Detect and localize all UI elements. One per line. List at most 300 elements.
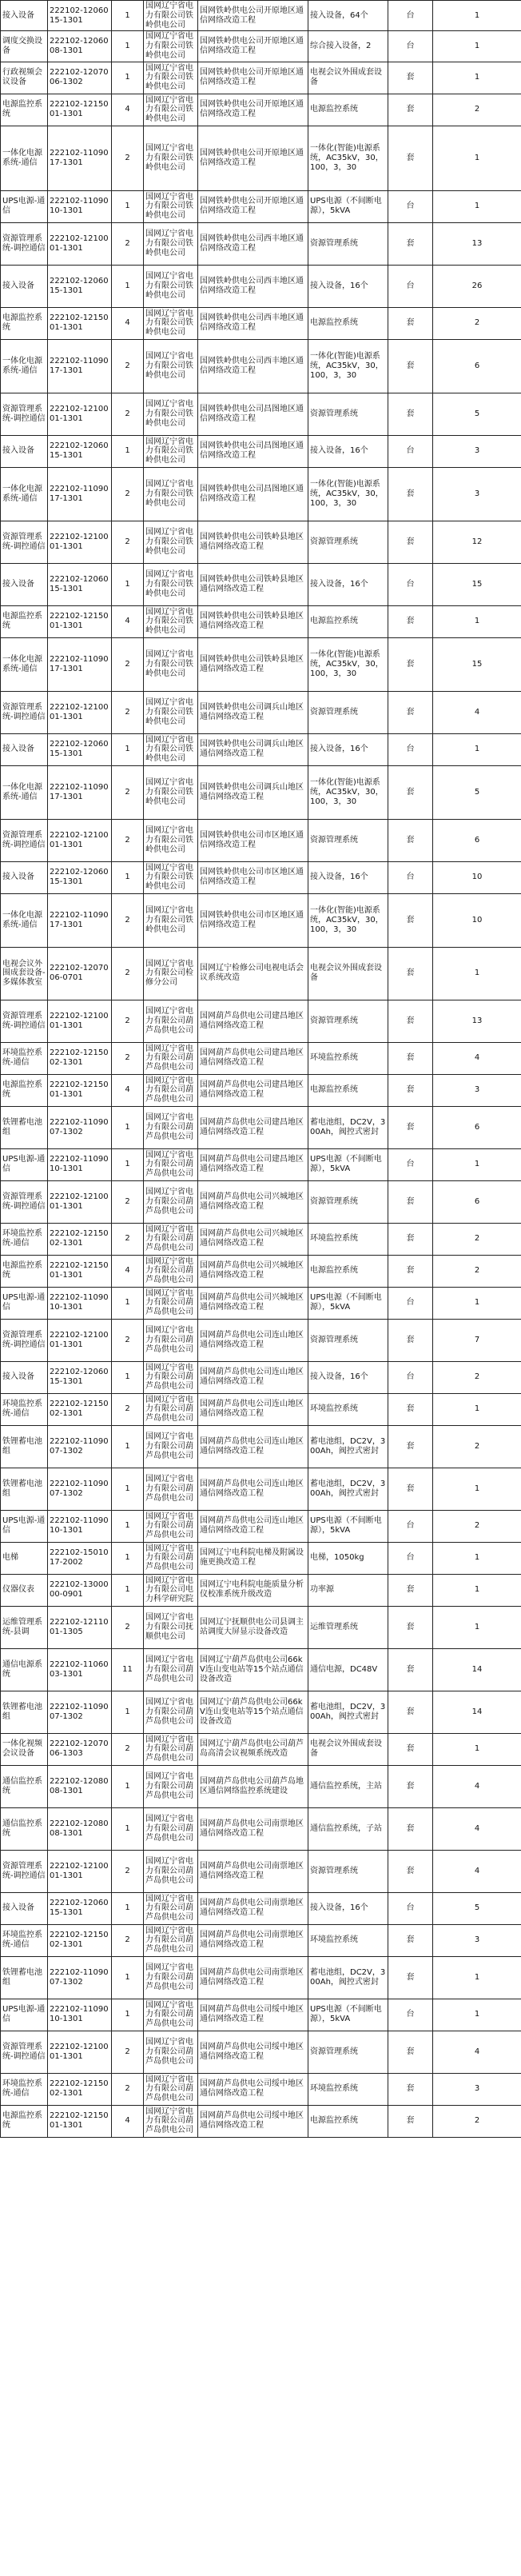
count-cell: 10 <box>433 893 521 947</box>
company-cell: 国网辽宁省电力有限公司铁岭供电公司 <box>144 819 198 861</box>
project-cell: 国网铁岭供电公司调兵山地区通信网络改造工程 <box>198 765 308 819</box>
unit-cell: 台 <box>388 1287 433 1319</box>
project-cell: 国网铁岭供电公司西丰地区通信网络改造工程 <box>198 307 308 339</box>
unit-cell: 套 <box>388 1733 433 1765</box>
spec-cell: 综合接入设备，2 <box>308 31 388 62</box>
table-row <box>1 265 521 307</box>
company-cell: 国网辽宁省电力有限公司葫芦岛供电公司 <box>144 1807 198 1850</box>
device-name-cell: UPS电源-通信 <box>1 1510 48 1542</box>
material-code-cell: 222102-1109017-1301 <box>48 765 112 819</box>
table-row <box>1 733 521 765</box>
unit-cell: 套 <box>388 2031 433 2073</box>
device-name-cell: 运维管理系统-县调 <box>1 1606 48 1648</box>
table-row <box>1 1733 521 1765</box>
count-cell: 14 <box>433 1648 521 1691</box>
company-cell: 国网辽宁省电力有限公司铁岭供电公司 <box>144 521 198 563</box>
count-cell: 4 <box>433 691 521 733</box>
table-row <box>1 1807 521 1850</box>
company-cell: 国网辽宁省电力有限公司葫芦岛供电公司 <box>144 1850 198 1892</box>
company-cell: 国网辽宁省电力有限公司铁岭供电公司 <box>144 691 198 733</box>
spec-cell: 电视会议外围成套设备 <box>308 947 388 1000</box>
device-name-cell: 电源监控系统 <box>1 2105 48 2137</box>
quantity-cell: 2 <box>112 1924 144 1956</box>
company-cell: 国网辽宁省电力有限公司葫芦岛供电公司 <box>144 2031 198 2073</box>
project-cell: 国网葫芦岛供电公司南票地区通信网络改造工程 <box>198 1892 308 1924</box>
project-cell: 国网辽宁电科院电梯及附属设施更换改造工程 <box>198 1542 308 1574</box>
spec-cell: UPS电源（不间断电源），5kVA <box>308 190 388 222</box>
spec-cell: 资源管理系统 <box>308 1180 388 1223</box>
project-cell: 国网葫芦岛供电公司兴城地区通信网络改造工程 <box>198 1255 308 1287</box>
unit-cell: 套 <box>388 947 433 1000</box>
quantity-cell: 4 <box>112 605 144 637</box>
spec-cell: 资源管理系统 <box>308 521 388 563</box>
project-cell: 国网葫芦岛供电公司连山地区通信网络改造工程 <box>198 1468 308 1510</box>
project-cell: 国网葫芦岛供电公司绥中地区通信网络改造工程 <box>198 1999 308 2031</box>
spec-cell: 电源监控系统 <box>308 1074 388 1106</box>
material-code-cell: 222102-1215002-1301 <box>48 1042 112 1074</box>
device-name-cell: 电梯 <box>1 1542 48 1574</box>
unit-cell: 台 <box>388 1361 433 1393</box>
spec-cell: 电源监控系统 <box>308 605 388 637</box>
table-row <box>1 126 521 190</box>
project-cell: 国网葫芦岛供电公司建昌地区通信网络改造工程 <box>198 1106 308 1148</box>
project-cell: 国网铁岭供电公司铁岭县地区通信网络改造工程 <box>198 521 308 563</box>
unit-cell: 套 <box>388 765 433 819</box>
company-cell: 国网辽宁省电力有限公司铁岭供电公司 <box>144 393 198 435</box>
table-row <box>1 1425 521 1468</box>
company-cell: 国网辽宁省电力有限公司葫芦岛供电公司 <box>144 1042 198 1074</box>
material-code-cell: 222102-1207006-1303 <box>48 1733 112 1765</box>
spec-cell: 资源管理系统 <box>308 1850 388 1892</box>
count-cell: 3 <box>433 2073 521 2105</box>
count-cell: 2 <box>433 1255 521 1287</box>
spec-cell: 资源管理系统 <box>308 1319 388 1361</box>
count-cell: 2 <box>433 2105 521 2137</box>
quantity-cell: 1 <box>112 1892 144 1924</box>
unit-cell: 套 <box>388 1425 433 1468</box>
quantity-cell: 2 <box>112 1393 144 1425</box>
quantity-cell: 2 <box>112 947 144 1000</box>
material-code-cell: 222102-1210001-1301 <box>48 1850 112 1892</box>
quantity-cell: 1 <box>112 1106 144 1148</box>
spec-cell: 一体化(智能)电源系统，AC35kV，30，100，3，30 <box>308 339 388 393</box>
device-name-cell: 资源管理系统-调控通信 <box>1 222 48 265</box>
count-cell: 4 <box>433 1042 521 1074</box>
spec-cell: 环境监控系统 <box>308 1924 388 1956</box>
company-cell: 国网辽宁省电力有限公司铁岭供电公司 <box>144 190 198 222</box>
table-row <box>1 1691 521 1733</box>
device-name-cell: 铁锂蓄电池组 <box>1 1468 48 1510</box>
count-cell: 4 <box>433 1765 521 1807</box>
project-cell: 国网铁岭供电公司铁岭县地区通信网络改造工程 <box>198 637 308 691</box>
spec-cell: 接入设备，16个 <box>308 861 388 893</box>
spec-cell: 一体化(智能)电源系统，AC35kV，30，100，3，30 <box>308 765 388 819</box>
material-code-cell: 222102-1215001-1301 <box>48 94 112 126</box>
spec-cell: 电源监控系统 <box>308 2105 388 2137</box>
table-row <box>1 605 521 637</box>
material-code-cell: 222102-1109017-1301 <box>48 467 112 521</box>
project-cell: 国网辽宁葫芦岛供电公司66kV连山变电站等15个站点通信设备改造 <box>198 1648 308 1691</box>
quantity-cell: 1 <box>112 265 144 307</box>
count-cell: 26 <box>433 265 521 307</box>
device-name-cell: 环境监控系统-通信 <box>1 1042 48 1074</box>
count-cell: 13 <box>433 1000 521 1042</box>
table-row <box>1 307 521 339</box>
count-cell: 1 <box>433 605 521 637</box>
device-name-cell: 行政视频会议设备 <box>1 62 48 94</box>
project-cell: 国网葫芦岛供电公司连山地区通信网络改造工程 <box>198 1425 308 1468</box>
company-cell: 国网辽宁省电力有限公司铁岭供电公司 <box>144 605 198 637</box>
table-row <box>1 1255 521 1287</box>
unit-cell: 套 <box>388 1223 433 1255</box>
company-cell: 国网辽宁省电力有限公司检修分公司 <box>144 947 198 1000</box>
material-code-cell: 222102-1109010-1301 <box>48 1999 112 2031</box>
project-cell: 国网葫芦岛供电公司南票地区通信网络改造工程 <box>198 1924 308 1956</box>
quantity-cell: 2 <box>112 819 144 861</box>
count-cell: 12 <box>433 521 521 563</box>
spec-cell: 蓄电池组，DC2V，300Ah，阀控式密封 <box>308 1468 388 1510</box>
material-code-cell: 222102-1206015-1301 <box>48 1361 112 1393</box>
company-cell: 国网辽宁省电力有限公司铁岭供电公司 <box>144 126 198 190</box>
device-name-cell: 一体化电源系统-通信 <box>1 126 48 190</box>
table-row <box>1 2031 521 2073</box>
spec-cell: 电源监控系统 <box>308 1255 388 1287</box>
material-code-cell: 222102-1109007-1302 <box>48 1691 112 1733</box>
project-cell: 国网辽宁葫芦岛供电公司葫芦岛高清会议视频系统改造 <box>198 1733 308 1765</box>
quantity-cell: 2 <box>112 637 144 691</box>
table-row <box>1 637 521 691</box>
unit-cell: 台 <box>388 1999 433 2031</box>
table-row <box>1 521 521 563</box>
material-code-cell: 222102-1215001-1301 <box>48 2105 112 2137</box>
device-name-cell: 资源管理系统-调控通信 <box>1 2031 48 2073</box>
quantity-cell: 4 <box>112 94 144 126</box>
company-cell: 国网辽宁省电力有限公司铁岭供电公司 <box>144 563 198 605</box>
table-row <box>1 393 521 435</box>
company-cell: 国网辽宁省电力有限公司铁岭供电公司 <box>144 435 198 467</box>
company-cell: 国网辽宁省电力有限公司葫芦岛供电公司 <box>144 1255 198 1287</box>
device-name-cell: 电视会议外围成套设备-多媒体教室 <box>1 947 48 1000</box>
unit-cell: 套 <box>388 1468 433 1510</box>
material-code-cell: 222102-1206015-1301 <box>48 563 112 605</box>
count-cell: 15 <box>433 563 521 605</box>
material-code-cell: 222102-1206015-1301 <box>48 1892 112 1924</box>
quantity-cell: 2 <box>112 467 144 521</box>
table-row <box>1 1850 521 1892</box>
company-cell: 国网辽宁省电力有限公司葫芦岛供电公司 <box>144 2105 198 2137</box>
count-cell: 2 <box>433 1361 521 1393</box>
project-cell: 国网葫芦岛供电公司连山地区通信网络改造工程 <box>198 1319 308 1361</box>
device-name-cell: 一体化电源系统-通信 <box>1 893 48 947</box>
table-row <box>1 1042 521 1074</box>
count-cell: 3 <box>433 1924 521 1956</box>
count-cell: 4 <box>433 2031 521 2073</box>
material-code-cell: 222102-1109017-1301 <box>48 339 112 393</box>
material-code-cell: 222102-1208008-1301 <box>48 1807 112 1850</box>
unit-cell: 套 <box>388 1924 433 1956</box>
quantity-cell: 1 <box>112 1510 144 1542</box>
material-code-cell: 222102-1210001-1301 <box>48 393 112 435</box>
material-code-cell: 222102-1109007-1302 <box>48 1425 112 1468</box>
project-cell: 国网辽宁葫芦岛供电公司66kV连山变电站等15个站点通信设备改造 <box>198 1691 308 1733</box>
company-cell: 国网辽宁省电力有限公司葫芦岛供电公司 <box>144 1468 198 1510</box>
company-cell: 国网辽宁省电力有限公司铁岭供电公司 <box>144 637 198 691</box>
material-code-cell: 222102-1109010-1301 <box>48 1510 112 1542</box>
count-cell: 7 <box>433 1319 521 1361</box>
material-code-cell: 222102-1206015-1301 <box>48 733 112 765</box>
device-name-cell: 接入设备 <box>1 1 48 31</box>
quantity-cell: 2 <box>112 1042 144 1074</box>
count-cell: 1 <box>433 1 521 31</box>
quantity-cell: 1 <box>112 1425 144 1468</box>
table-row <box>1 1106 521 1148</box>
material-code-cell: 222102-1208008-1301 <box>48 1765 112 1807</box>
project-cell: 国网葫芦岛供电公司兴城地区通信网络改造工程 <box>198 1223 308 1255</box>
material-code-cell: 222102-1215001-1301 <box>48 1074 112 1106</box>
company-cell: 国网辽宁省电力有限公司葫芦岛供电公司 <box>144 1074 198 1106</box>
company-cell: 国网辽宁省电力有限公司葫芦岛供电公司 <box>144 1287 198 1319</box>
spec-cell: 电梯，1050kg <box>308 1542 388 1574</box>
unit-cell: 台 <box>388 1 433 31</box>
project-cell: 国网铁岭供电公司开原地区通信网络改造工程 <box>198 62 308 94</box>
company-cell: 国网辽宁省电力有限公司葫芦岛供电公司 <box>144 1956 198 1999</box>
count-cell: 1 <box>433 1733 521 1765</box>
spec-cell: UPS电源（不间断电源），5kVA <box>308 1287 388 1319</box>
project-cell: 国网葫芦岛供电公司南票地区通信网络改造工程 <box>198 1850 308 1892</box>
unit-cell: 套 <box>388 605 433 637</box>
table-row <box>1 947 521 1000</box>
unit-cell: 套 <box>388 521 433 563</box>
spec-cell: 环境监控系统 <box>308 1393 388 1425</box>
spec-cell: 接入设备，16个 <box>308 265 388 307</box>
quantity-cell: 1 <box>112 1361 144 1393</box>
spec-cell: 接入设备，16个 <box>308 733 388 765</box>
company-cell: 国网辽宁省电力有限公司铁岭供电公司 <box>144 62 198 94</box>
count-cell: 14 <box>433 1691 521 1733</box>
device-name-cell: 资源管理系统-调控通信 <box>1 691 48 733</box>
table-row <box>1 2105 521 2137</box>
table-row <box>1 1393 521 1425</box>
quantity-cell: 1 <box>112 435 144 467</box>
material-code-cell: 222102-1215001-1301 <box>48 1255 112 1287</box>
unit-cell: 套 <box>388 94 433 126</box>
company-cell: 国网辽宁省电力有限公司葫芦岛供电公司 <box>144 1106 198 1148</box>
unit-cell: 套 <box>388 1850 433 1892</box>
device-name-cell: 仪器仪表 <box>1 1574 48 1606</box>
company-cell: 国网辽宁省电力有限公司铁岭供电公司 <box>144 733 198 765</box>
device-name-cell: 接入设备 <box>1 265 48 307</box>
unit-cell: 台 <box>388 1892 433 1924</box>
spec-cell: 电视会议外围成套设备 <box>308 1733 388 1765</box>
device-name-cell: UPS电源-通信 <box>1 1287 48 1319</box>
unit-cell: 套 <box>388 1255 433 1287</box>
spec-cell: 资源管理系统 <box>308 2031 388 2073</box>
material-code-cell: 222102-1206015-1301 <box>48 435 112 467</box>
quantity-cell: 2 <box>112 893 144 947</box>
project-cell: 国网铁岭供电公司昌图地区通信网络改造工程 <box>198 467 308 521</box>
quantity-cell: 1 <box>112 1542 144 1574</box>
table-row <box>1 62 521 94</box>
material-code-cell: 222102-1215001-1301 <box>48 605 112 637</box>
unit-cell: 套 <box>388 819 433 861</box>
material-code-cell: 222102-1210001-1301 <box>48 222 112 265</box>
count-cell: 6 <box>433 1106 521 1148</box>
unit-cell: 套 <box>388 222 433 265</box>
table-row <box>1 1510 521 1542</box>
material-code-cell: 222102-1206015-1301 <box>48 265 112 307</box>
table-row <box>1 1956 521 1999</box>
material-code-cell: 222102-1109017-1301 <box>48 637 112 691</box>
table-row <box>1 1148 521 1180</box>
spec-cell: UPS电源（不间断电源），5kVA <box>308 1999 388 2031</box>
spec-cell: 通信监控系统，主站 <box>308 1765 388 1807</box>
quantity-cell: 1 <box>112 1148 144 1180</box>
count-cell: 1 <box>433 1468 521 1510</box>
quantity-cell: 1 <box>112 1574 144 1606</box>
count-cell: 15 <box>433 637 521 691</box>
device-name-cell: 铁锂蓄电池组 <box>1 1691 48 1733</box>
device-name-cell: 一体化电源系统-通信 <box>1 637 48 691</box>
project-cell: 国网葫芦岛供电公司连山地区通信网络改造工程 <box>198 1361 308 1393</box>
count-cell: 5 <box>433 765 521 819</box>
project-cell: 国网铁岭供电公司铁岭县地区通信网络改造工程 <box>198 605 308 637</box>
quantity-cell: 2 <box>112 1733 144 1765</box>
table-row <box>1 861 521 893</box>
table-row <box>1 1223 521 1255</box>
count-cell: 3 <box>433 435 521 467</box>
count-cell: 2 <box>433 1510 521 1542</box>
project-cell: 国网铁岭供电公司西丰地区通信网络改造工程 <box>198 222 308 265</box>
device-name-cell: 接入设备 <box>1 861 48 893</box>
table-row <box>1 1180 521 1223</box>
unit-cell: 套 <box>388 637 433 691</box>
table-row <box>1 1319 521 1361</box>
company-cell: 国网辽宁省电力有限公司铁岭供电公司 <box>144 307 198 339</box>
count-cell: 6 <box>433 1180 521 1223</box>
count-cell: 2 <box>433 94 521 126</box>
device-name-cell: 一体化电源系统-通信 <box>1 765 48 819</box>
spec-cell: 资源管理系统 <box>308 222 388 265</box>
unit-cell: 台 <box>388 435 433 467</box>
quantity-cell: 1 <box>112 733 144 765</box>
spec-cell: 接入设备，16个 <box>308 563 388 605</box>
device-name-cell: 一体化电源系统-通信 <box>1 467 48 521</box>
table-row <box>1 819 521 861</box>
project-cell: 国网葫芦岛供电公司绥中地区通信网络改造工程 <box>198 2105 308 2137</box>
count-cell: 1 <box>433 1393 521 1425</box>
quantity-cell: 1 <box>112 861 144 893</box>
unit-cell: 套 <box>388 1691 433 1733</box>
quantity-cell: 4 <box>112 1255 144 1287</box>
company-cell: 国网辽宁省电力有限公司葫芦岛供电公司 <box>144 1393 198 1425</box>
company-cell: 国网辽宁省电力有限公司葫芦岛供电公司 <box>144 1999 198 2031</box>
unit-cell: 套 <box>388 1574 433 1606</box>
count-cell: 5 <box>433 1892 521 1924</box>
count-cell: 3 <box>433 1074 521 1106</box>
table-row <box>1 1468 521 1510</box>
quantity-cell: 1 <box>112 1691 144 1733</box>
unit-cell: 套 <box>388 2073 433 2105</box>
material-code-cell: 222102-1109010-1301 <box>48 1148 112 1180</box>
device-name-cell: 电源监控系统 <box>1 307 48 339</box>
count-cell: 1 <box>433 1999 521 2031</box>
table-row <box>1 31 521 62</box>
company-cell: 国网辽宁省电力有限公司电力科学研究院 <box>144 1574 198 1606</box>
project-cell: 国网葫芦岛供电公司南票地区通信网络改造工程 <box>198 1807 308 1850</box>
material-code-cell: 222102-1109007-1302 <box>48 1956 112 1999</box>
project-cell: 国网铁岭供电公司西丰地区通信网络改造工程 <box>198 265 308 307</box>
device-name-cell: 资源管理系统-调控通信 <box>1 1000 48 1042</box>
count-cell: 6 <box>433 339 521 393</box>
spec-cell: 一体化(智能)电源系统，AC35kV，30，100，3，30 <box>308 126 388 190</box>
spec-cell: 蓄电池组，DC2V，300Ah，阀控式密封 <box>308 1106 388 1148</box>
project-cell: 国网葫芦岛供电公司建昌地区通信网络改造工程 <box>198 1074 308 1106</box>
quantity-cell: 2 <box>112 339 144 393</box>
quantity-cell: 1 <box>112 1287 144 1319</box>
company-cell: 国网辽宁省电力有限公司铁岭供电公司 <box>144 31 198 62</box>
quantity-cell: 2 <box>112 1606 144 1648</box>
device-name-cell: 通信监控系统 <box>1 1807 48 1850</box>
unit-cell: 套 <box>388 1648 433 1691</box>
project-cell: 国网葫芦岛供电公司绥中地区通信网络改造工程 <box>198 2031 308 2073</box>
table-row <box>1 1924 521 1956</box>
count-cell: 5 <box>433 393 521 435</box>
spec-cell: 一体化(智能)电源系统，AC35kV，30，100，3，30 <box>308 637 388 691</box>
table-row <box>1 94 521 126</box>
project-cell: 国网铁岭供电公司市区地区通信网络改造工程 <box>198 861 308 893</box>
project-cell: 国网铁岭供电公司调兵山地区通信网络改造工程 <box>198 733 308 765</box>
project-cell: 国网铁岭供电公司市区地区通信网络改造工程 <box>198 893 308 947</box>
count-cell: 1 <box>433 190 521 222</box>
device-name-cell: 资源管理系统-调控通信 <box>1 521 48 563</box>
count-cell: 1 <box>433 1287 521 1319</box>
unit-cell: 台 <box>388 1542 433 1574</box>
project-cell: 国网铁岭供电公司昌图地区通信网络改造工程 <box>198 393 308 435</box>
quantity-cell: 1 <box>112 62 144 94</box>
material-code-cell: 222102-1210001-1301 <box>48 819 112 861</box>
material-code-cell: 222102-1109017-1301 <box>48 893 112 947</box>
unit-cell: 套 <box>388 393 433 435</box>
quantity-cell: 2 <box>112 1223 144 1255</box>
spec-cell: 蓄电池组，DC2V，300Ah，阀控式密封 <box>308 1956 388 1999</box>
device-name-cell: 一体化视频会议设备 <box>1 1733 48 1765</box>
spec-cell: UPS电源（不间断电源），5kVA <box>308 1510 388 1542</box>
count-cell: 1 <box>433 733 521 765</box>
project-cell: 国网葫芦岛供电公司绥中地区通信网络改造工程 <box>198 2073 308 2105</box>
unit-cell: 套 <box>388 1956 433 1999</box>
material-code-cell: 222102-1206015-1301 <box>48 861 112 893</box>
spec-cell: 一体化(智能)电源系统，AC35kV，30，100，3，30 <box>308 893 388 947</box>
count-cell: 1 <box>433 947 521 1000</box>
device-name-cell: UPS电源-通信 <box>1 190 48 222</box>
device-name-cell: 资源管理系统-调控通信 <box>1 819 48 861</box>
spec-cell: 接入设备，16个 <box>308 1361 388 1393</box>
material-code-cell: 222102-1215002-1301 <box>48 1924 112 1956</box>
company-cell: 国网辽宁省电力有限公司铁岭供电公司 <box>144 765 198 819</box>
quantity-cell: 2 <box>112 1850 144 1892</box>
count-cell: 1 <box>433 1956 521 1999</box>
spec-cell: 一体化(智能)电源系统，AC35kV，30，100，3，30 <box>308 467 388 521</box>
count-cell: 2 <box>433 1223 521 1255</box>
spec-cell: 资源管理系统 <box>308 691 388 733</box>
quantity-cell: 2 <box>112 126 144 190</box>
unit-cell: 套 <box>388 691 433 733</box>
company-cell: 国网辽宁省电力有限公司铁岭供电公司 <box>144 94 198 126</box>
material-code-cell: 222102-1210001-1301 <box>48 691 112 733</box>
table-row <box>1 190 521 222</box>
table-row <box>1 1 521 31</box>
unit-cell: 台 <box>388 1148 433 1180</box>
